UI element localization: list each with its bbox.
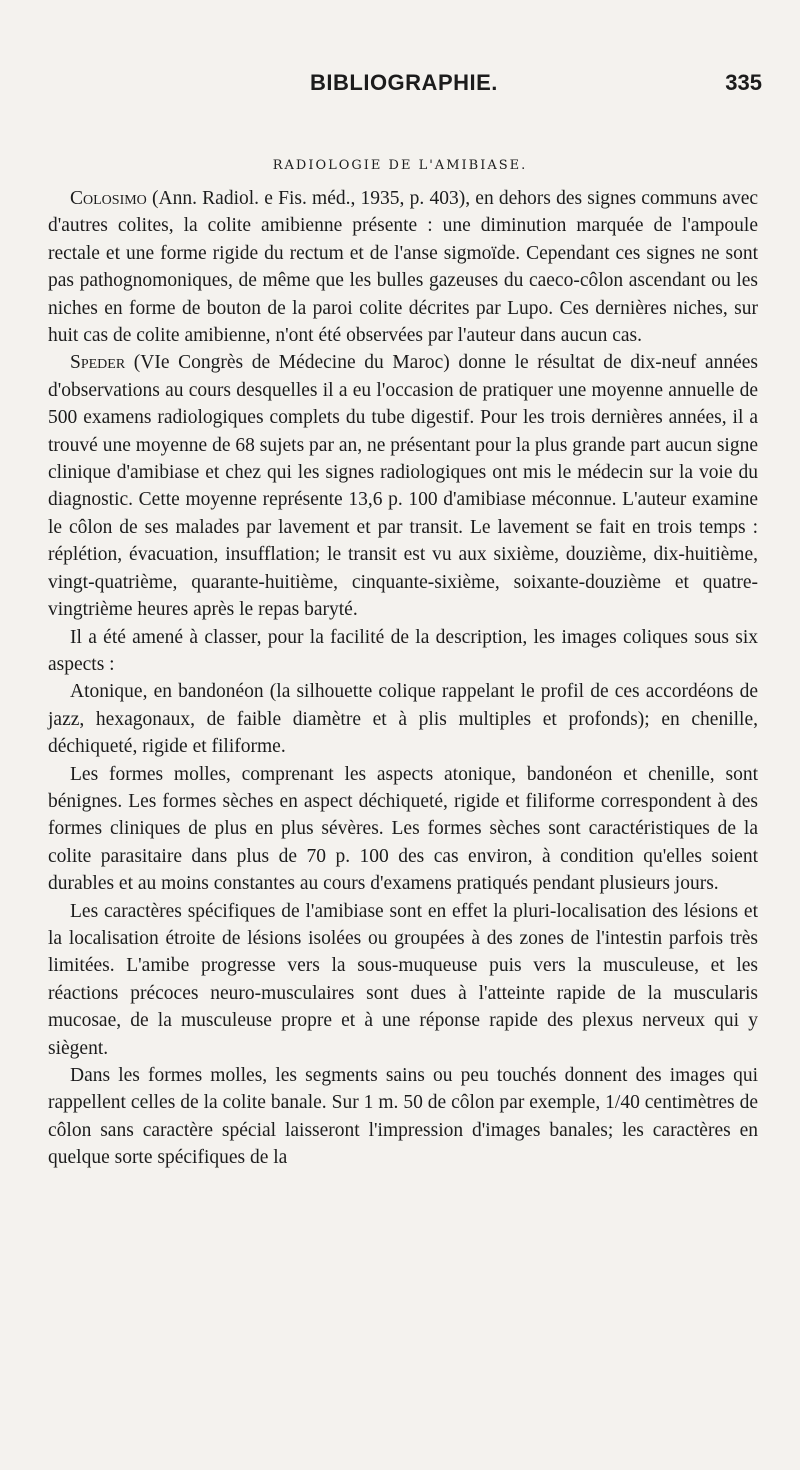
paragraph-text: Les formes molles, comprenant les aspects atonique, bandonéon et chenille, sont bénignes. Les formes sèches en aspect déchiqueté, rigide et filiforme correspondent à des formes cliniques de plus en plus sévères. Les formes sèches sont caractéristiques de la colite parasitaire dans plus de 70 p. 100 des cas environ, à condition qu'elles soient durables et au moins constantes au cours d'examens pratiqués pendant plusieurs jours. bbox=[48, 763, 758, 895]
paragraph-text: Atonique, en bandonéon (la silhouette colique rappelant le profil de ces accordéons de jazz, hexagonaux, de faible diamètre et à plis multiples et profonds); en chenille, déchiqueté, rigide et filiforme. bbox=[48, 681, 758, 758]
running-title: BIBLIOGRAPHIE. bbox=[310, 70, 498, 95]
paragraph bbox=[48, 761, 758, 898]
paragraph bbox=[48, 349, 758, 623]
paragraph bbox=[48, 185, 758, 349]
paragraph bbox=[48, 624, 758, 679]
paragraph-text: (Ann. Radiol. e Fis. méd., 1935, p. 403), en dehors des signes communs avec d'autres colites, la colite amibienne présente : une diminution marquée de l'ampoule rectale et une forme rigide du rectum et de l'anse sigmoïde. Cependant ces signes ne sont pas pathognomoniques, de même que les bulles gazeuses du caeco-côlon ascendant ou les niches en forme de bouton de la paroi colite décrites par Lupo. Ces dernières niches, sur huit cas de colite amibienne, n'ont été observées par l'auteur dans aucun cas. bbox=[48, 188, 758, 347]
page-number: 335 bbox=[725, 70, 762, 95]
paragraph-text: Dans les formes molles, les segments sains ou peu touchés donnent des images qui rappellent celles de la colite banale. Sur 1 m. 50 de côlon par exemple, 1/40 centimètres de côlon sans caractère spécial laisseront l'impression d'images banales; les caractères en quelque sorte spécifiques de la bbox=[48, 1065, 758, 1169]
running-head bbox=[0, 70, 800, 110]
author-name: Speder bbox=[70, 352, 126, 374]
author-name: Colosimo bbox=[70, 188, 147, 209]
paragraph-text: Les caractères spécifiques de l'amibiase sont en effet la pluri-localisation des lésions et la localisation étroite de lésions isolées ou groupées à des zones de l'intestin parfois très limitées. L'amibe progresse vers la sous-muqueuse puis vers la musculeuse, et les réactions précoces neuro-musculaires sont dues à l'atteinte rapide de la muscularis mucosae, de la musculeuse propre et à une réponse rapide des plexus nerveux qui y siègent. bbox=[48, 900, 758, 1059]
article-body bbox=[48, 185, 758, 1172]
section-title: RADIOLOGIE DE L'AMIBIASE. bbox=[272, 158, 528, 173]
paragraph bbox=[48, 898, 758, 1062]
paragraph bbox=[48, 678, 758, 760]
paragraph-text: (VIe Congrès de Médecine du Maroc) donne le résultat de dix-neuf années d'observations au cours desquelles il a eu l'occasion de pratiquer une moyenne annuelle de 500 examens radiologiques complets du tube digestif. Pour les trois dernières années, il a trouvé une moyenne de 68 sujets par an, ne présentant pour la plus grande part aucun signe clinique d'amibiase et chez qui les signes radiologiques ont mis le médecin sur la voie du diagnostic. Cette moyenne représente 13,6 p. 100 d'amibiase méconnue. L'auteur examine le côlon de ses malades par lavement et par transit. Le lavement se fait en trois temps : réplétion, évacuation, insufflation; le transit est vu aux sixième, douzième, dix-huitième, vingt-quatrième, quarante-huitième, cinquante-sixième, soixante-douzième et quatre-vingtrième heures après le repas baryté. bbox=[48, 352, 758, 621]
paragraph bbox=[48, 1062, 758, 1172]
paragraph-text: Il a été amené à classer, pour la facilité de la description, les images coliques sous six aspects : bbox=[48, 626, 758, 675]
